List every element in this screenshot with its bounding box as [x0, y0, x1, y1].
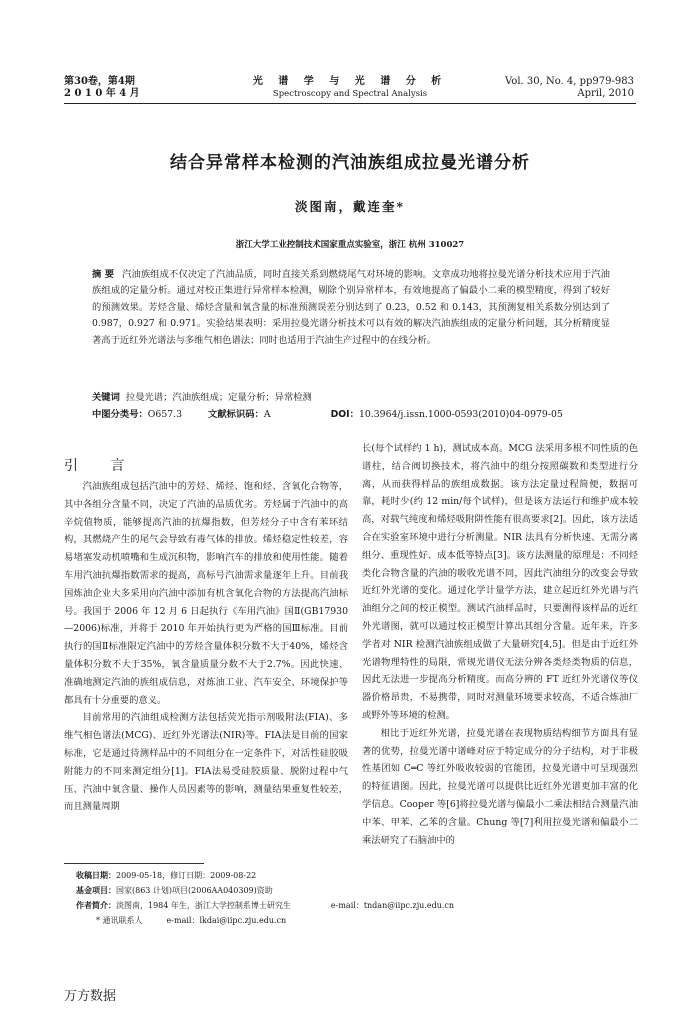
journal-name	[250, 76, 450, 100]
doi-value: 10.3964/j.issn.1000-0593(2010)04-0979-05	[358, 409, 563, 420]
date-text: 2 0 1 0 年 4 月	[64, 88, 140, 99]
right-column	[362, 440, 638, 849]
journal-name-cn: 光 谱 学 与 光 谱 分 析	[252, 76, 448, 87]
received-date-row	[76, 868, 636, 883]
abstract-block	[92, 267, 610, 349]
footnotes	[76, 868, 636, 928]
footnote-rule	[64, 863, 204, 864]
journal-name-en: Spectroscopy and Spectral Analysis	[272, 89, 428, 99]
intro-paragraph-2-cont: 长(每个试样约 1 h)，测试成本高。MCG 法采用多根不同性质的色谱柱，结合阀切换技术，将汽油中的组分按照碳数和类型进行分离，从而获得样品的族组成数据。该方法定量过程简便，数据可靠，耗时少(约 12 min/每个试样)，但是该方法运行和维护成本较高，对载气纯度和烯烃吸附阱性能有很高要求[2]。因此，该方法适合在实验室环境中进行分析测量。NIR 法具有分析快速、无需分离组分、重现性好、成本低等特点[3]。该方法测量的原理是：不同烃类化合物含量的汽油的吸收光谱不同，因此汽油组分的改变会导致近红外光谱的变化。通过化学计量学方法，建立起近红外光谱与汽油组分之间的校正模型。测试汽油样品时，只要测得该样品的近红外光谱图，就可以通过校正模型计算出其组分含量。近年来，许多学者对 NIR 检测汽油族组成做了大量研究[4,5]。但是由于近红外光谱物理特性的局限，常规光谱仪无法分辨各类烃类物质的信息，因此无法进一步提高分析精度。而高分辨的 FT 近红外光谱仪等仪器价格昂贵，不易携带，同时对测量环境要求较高，不适合炼油厂或野外等环境的检测。	[362, 443, 638, 721]
intro-paragraph-2: 目前常用的汽油组成检测方法包括荧光指示剂吸附法(FIA)、多维气相色谱法(MCG)、近红外光谱法(NIR)等。FIA法是目前的国家标准，它是通过待测样品中的不同组分在一定条件下，对活性硅胶吸附能力的不同来测定组分[1]。FIA法易受硅胶质量、脱附过程中气压、汽油中氧含量、操作人员因素等的影响，测量结果重复性较差，而且测量周期	[64, 712, 348, 813]
keywords-label: 关键词	[92, 392, 120, 403]
doi-label: DOI：	[330, 409, 359, 420]
author-bio-label: 作者简介：	[76, 901, 116, 910]
volume-issue-text: 第30卷，第4期	[64, 76, 135, 87]
fund-text: 国家(863 计划)项目(2006AA040309)资助	[116, 886, 273, 895]
paper-title: 结合异常样本检测的汽油族组成拉曼光谱分析	[170, 153, 530, 173]
clc-value: O657.3	[147, 409, 183, 420]
paper-authors: 淡图南，戴连奎*	[294, 199, 406, 214]
left-column	[64, 478, 348, 816]
wanfang-watermark: 万方数据	[64, 989, 117, 1004]
journal-pages	[505, 76, 634, 100]
author-affiliation: 浙江大学工业控制技术国家重点实验室，浙江 杭州 310027	[235, 240, 465, 250]
author-bio-text: 淡图南，1984 年生，浙江大学控制系博士研究生	[116, 901, 291, 910]
intro-paragraph-1: 汽油族组成包括汽油中的芳烃、烯烃、饱和烃、含氧化合物等，其中各组分含量不同，决定了汽油的品质优劣。芳烃属于汽油中的高辛烷值物质，能够提高汽油的抗爆指数，但芳烃分子中含有苯环结构，其燃烧产生的尾气会导致有毒气体的排放。烯烃稳定性较差，容易堵塞发动机喷嘴和生成沉积物，影响汽车的排放和使用性能。随着车用汽油抗爆指数需求的提高，高标号汽油需求量逐年上升。目前我国炼油企业大多采用向汽油中添加有机含氧化合物的方法提高汽油标号。我国于 2006 年 12 月 6 日起执行《车用汽油》国Ⅱ(GB17930—2006)标准，并将于 2010 年开始执行更为严格的国Ⅲ标准。目前执行的国Ⅱ标准限定汽油中的芳烃含量体积分数不大于40%，烯烃含量体积分数不大于35%，氧含量质量分数不大于2.7%。因此快速、准确地测定汽油的族组成信息，对炼油工业、汽车安全、环境保护等都具有十分重要的意义。	[64, 481, 348, 706]
author-email: e-mail：tndan@iipc.zju.edu.cn	[330, 901, 455, 910]
header-rule	[64, 103, 636, 104]
month-year-text: April, 2010	[577, 88, 634, 99]
keywords-text: 拉曼光谱；汽油族组成；定量分析；异常检测	[125, 392, 312, 403]
abstract-text: 汽油族组成不仅决定了汽油品质，同时直接关系到燃烧尾气对环境的影响。文章成功地将拉曼光谱分析技术应用于汽油族组成的定量分析。通过对校正集进行异常样本检测，剔除个别异常样本，有效地提高了偏最小二乘的模型精度，得到了较好的预测效果。芳烃含量、烯烃含量和氧含量的标准预测误差分别达到了 0.23，0.52 和 0.143，其预测复相关系数分别达到了 0.987，0.927 和 0.971。实验结果表明：采用拉曼光谱分析技术可以有效的解决汽油族组成的定量分析问题，其分析精度显著高于近红外光谱法与多维气相色谱法；同时也适用于汽油生产过程中的在线分析。	[92, 269, 610, 346]
fund-label: 基金项目：	[76, 886, 116, 895]
vol-pages-text: Vol. 30, No. 4, pp979-983	[505, 76, 634, 87]
clc-label: 中图分类号：	[92, 409, 148, 420]
abstract-label: 摘 要	[92, 269, 115, 280]
keywords-line	[92, 390, 610, 405]
intro-paragraph-3: 相比于近红外光谱，拉曼光谱在表现物质结构细节方面具有显著的优势，拉曼光谱中谱峰对应于特定成分的分子结构，对于非极性基团如 C═C 等红外吸收较弱的官能团，拉曼光谱中可呈现强烈的特征谱图。因此，拉曼光谱可以提供比近红外光谱更加丰富的化学信息。Cooper 等[6]将拉曼光谱与偏最小二乘法相结合测量汽油中苯、甲苯、乙苯的含量。Chung 等[7]利用拉曼光谱和偏最小二乘法研究了石脑油中的	[362, 727, 638, 846]
journal-volume-issue	[64, 76, 140, 100]
corresponding-row	[76, 913, 636, 928]
section-heading-introduction: 引 言	[64, 458, 139, 474]
corresponding-label: * 通讯联系人	[96, 916, 143, 925]
classification-line	[92, 407, 610, 422]
corresponding-email: e-mail：lkdai@iipc.zju.edu.cn	[166, 916, 287, 925]
fund-row	[76, 883, 636, 898]
doc-code-label: 文献标识码：	[208, 409, 264, 420]
received-text: 2009-05-18，修订日期：2009-08-22	[116, 871, 257, 880]
author-bio-row	[76, 898, 636, 913]
doc-code-value: A	[263, 409, 271, 420]
received-label: 收稿日期：	[76, 871, 116, 880]
